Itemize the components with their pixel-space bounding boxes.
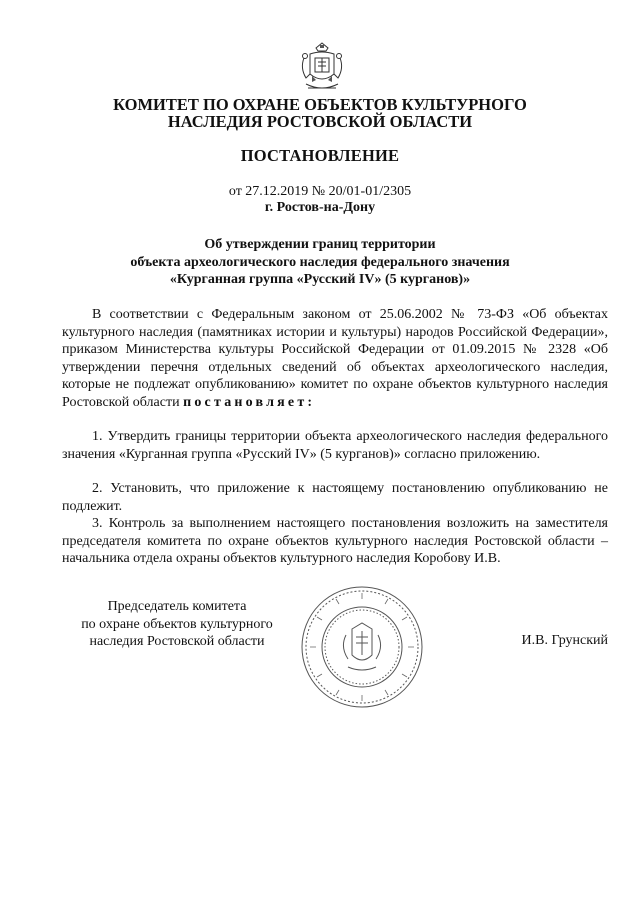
clause-3: 3. Контроль за выполнением настоящего постановления возложить на заместителя председателя комитета по охране объектов культурного наследия Ростовской области – начальника отдела охраны объектов культурного наследия Коробову И.В. (62, 516, 608, 566)
org-line-2: НАСЛЕДИЯ РОСТОВСКОЙ ОБЛАСТИ (167, 112, 473, 131)
resolution-keyword: постановляет: (183, 394, 316, 410)
preamble-text: В соответствии с Федеральным законом от 25.06.2002 № 73-ФЗ «Об объектах культурного наследия (памятниках истории и культуры) народов Российской Федерации», приказом Министерства культуры Российской Федерации от 01.09.2015 № 2328 «Об утверждении перечня отдельных сведений об объектах археологического наследия, которые не подлежат опубликованию» комитет по охране объектов культурного наследия Ростовской области (62, 307, 608, 410)
position-line-2: по охране объектов культурного (81, 616, 273, 632)
subject-line-3: «Курганная группа «Русский IV» (5 курганов)» (169, 272, 471, 287)
date-number: от 27.12.2019 № 20/01-01/2305 (228, 184, 412, 199)
preamble-paragraph (62, 306, 608, 411)
signatory-position (62, 598, 292, 651)
clause-1: 1. Утвердить границы территории объекта археологического наследия федерального значения «Курганная группа «Русский IV» (5 курганов)» согласно приложению. (62, 429, 608, 462)
coat-of-arms-icon (296, 40, 348, 96)
org-line-1: КОМИТЕТ ПО ОХРАНЕ ОБЪЕКТОВ КУЛЬТУРНОГО (113, 95, 527, 114)
subject-line-1: Об утверждении границ территории (204, 237, 436, 252)
position-line-1: Председатель комитета (107, 599, 247, 614)
signatory-name: И.В. Грунский (521, 633, 608, 648)
document-subject (80, 236, 560, 289)
position-line-3: наследия Ростовской области (89, 634, 265, 649)
document-type: ПОСТАНОВЛЕНИЕ (240, 146, 400, 165)
organization-name (60, 96, 580, 130)
subject-line-2: объекта археологического наследия федерального значения (130, 254, 510, 270)
city: г. Ростов-на-Дону (264, 200, 376, 215)
clause-2: 2. Установить, что приложение к настоящему постановлению опубликованию не подлежит. (62, 481, 608, 514)
official-seal-icon (300, 585, 424, 709)
